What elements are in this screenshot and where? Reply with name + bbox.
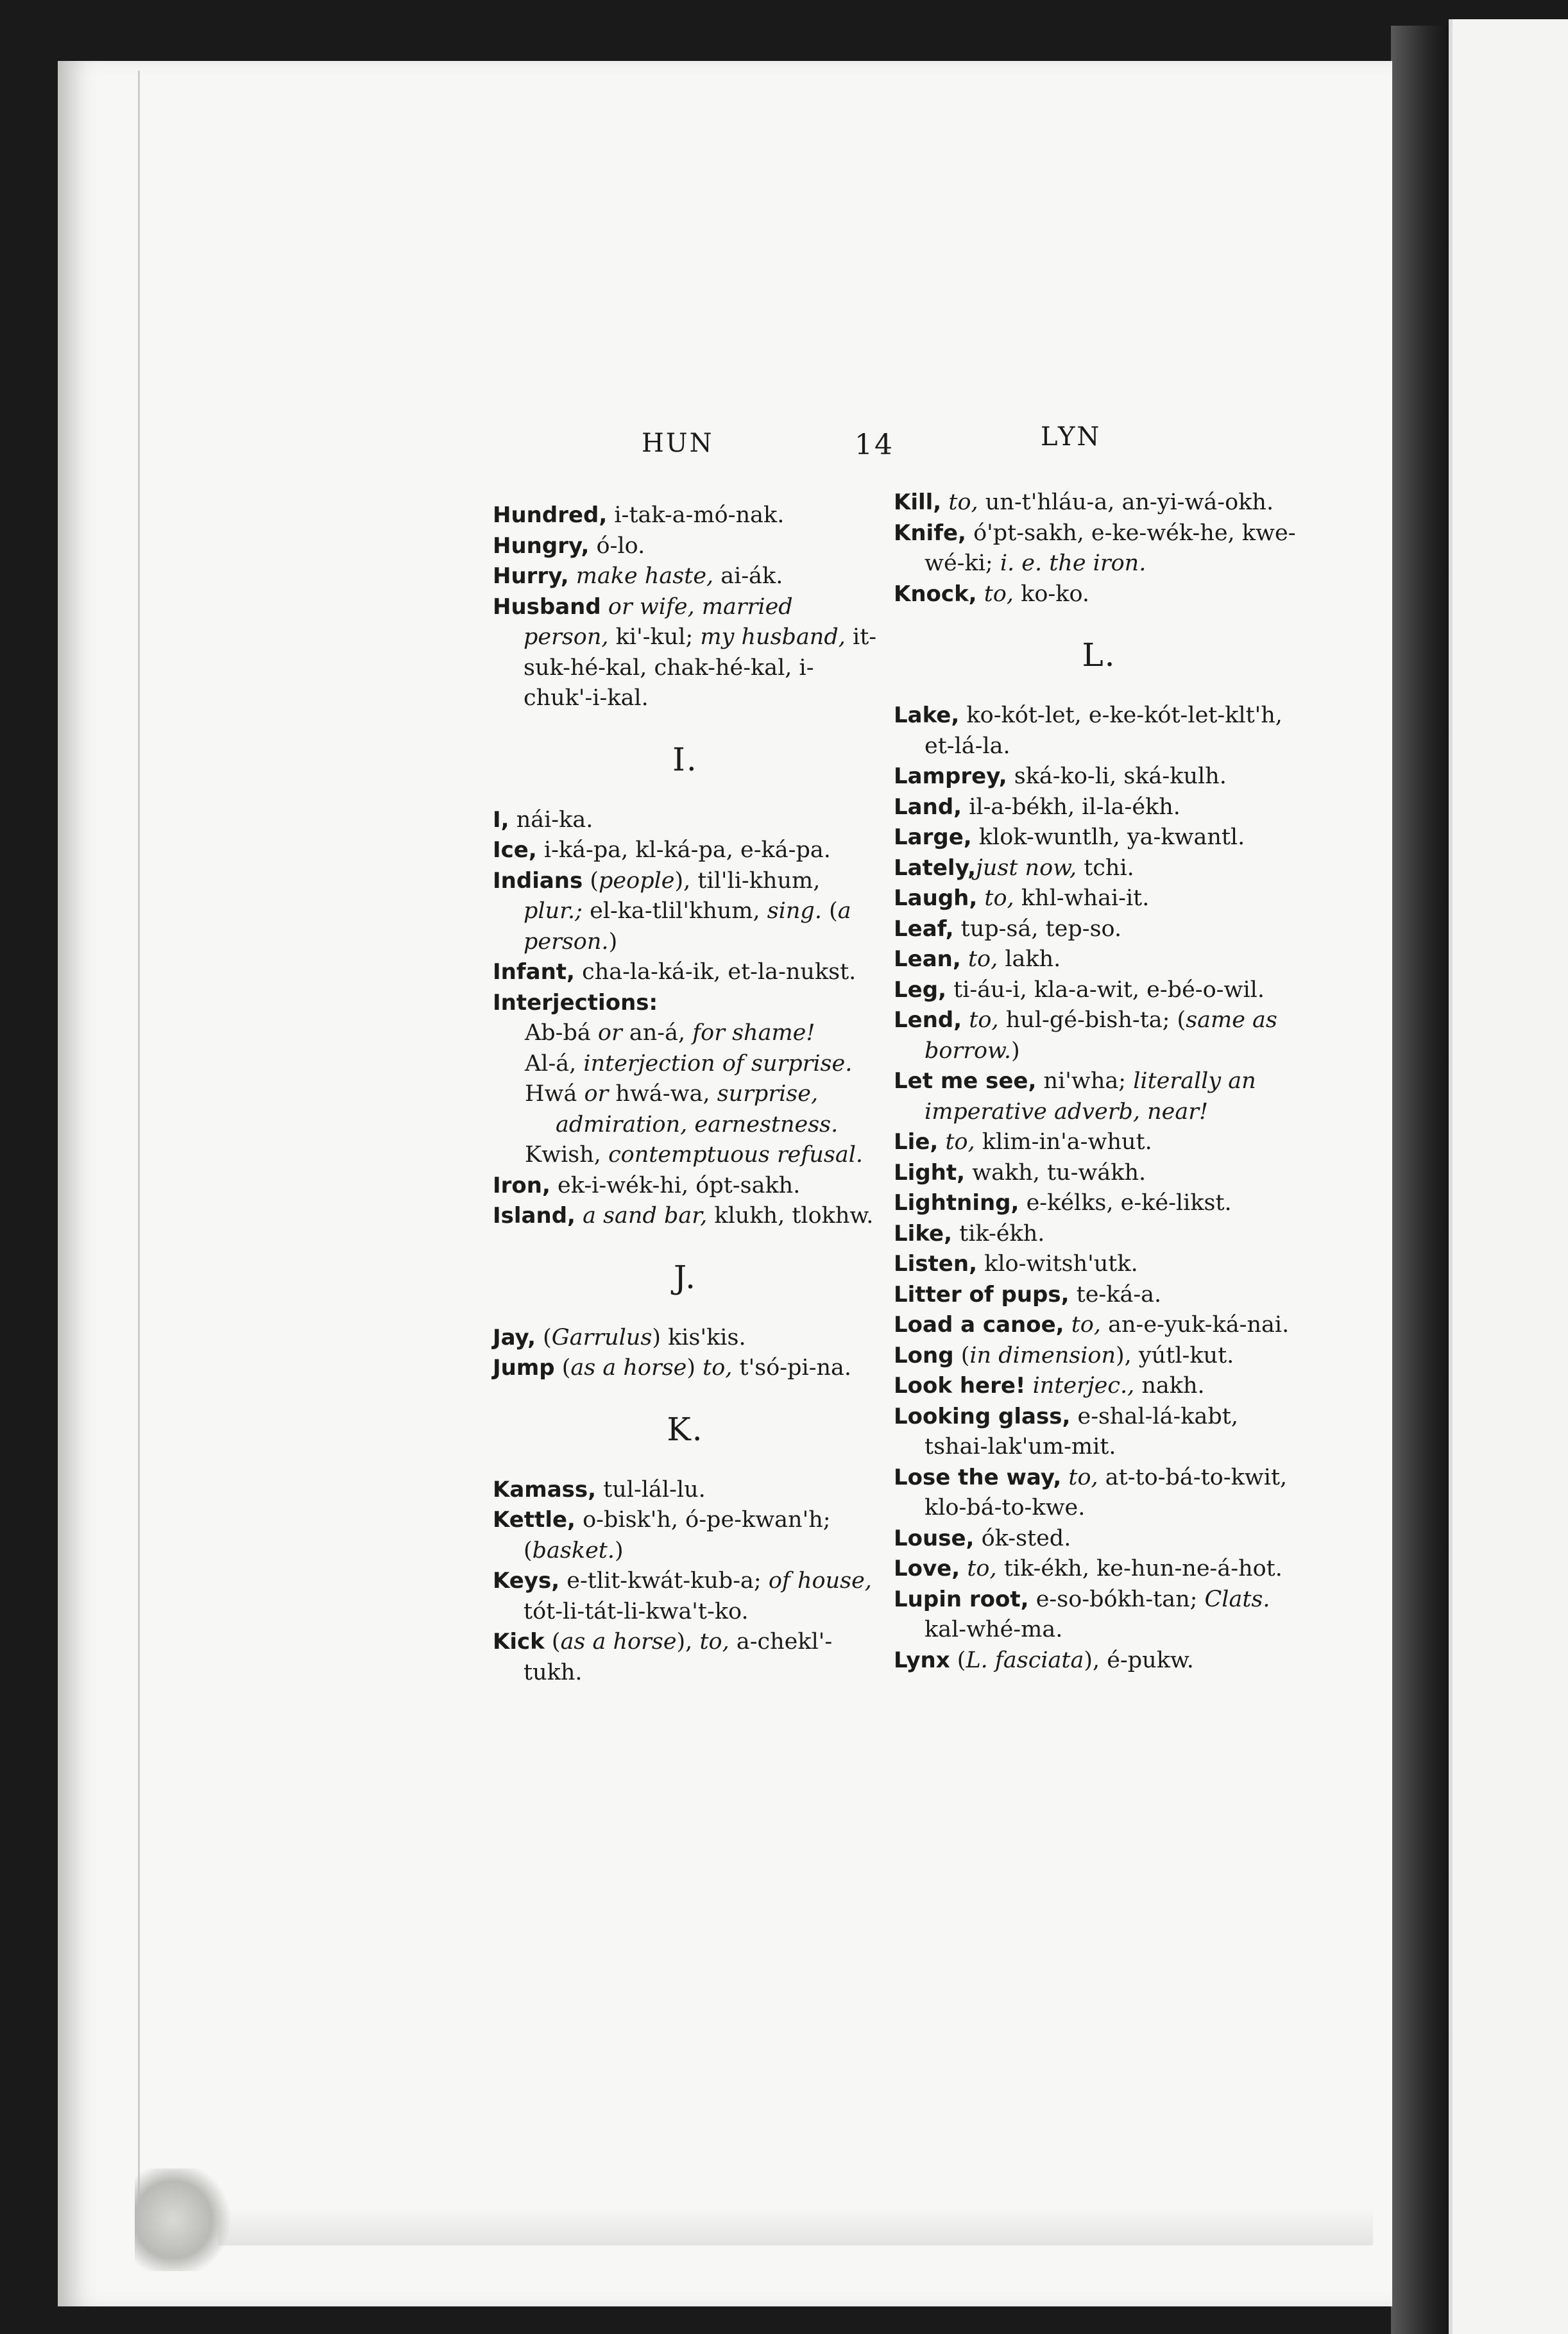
italic-gloss: my husband,	[700, 624, 846, 650]
definition-text: ko-kót-let, e-ke-kót-let-klt'h, et-lá-la.	[925, 703, 1283, 759]
definition-text: (	[821, 898, 838, 924]
italic-gloss: as a horse	[560, 1629, 677, 1655]
definition-text: )	[608, 928, 618, 955]
definition-text: ti-áu-i, kla-a-wit, e-bé-o-wil.	[946, 976, 1265, 1003]
italic-gloss: as a horse	[570, 1355, 687, 1381]
dictionary-entry	[894, 762, 1304, 792]
dictionary-entry	[894, 579, 1304, 610]
book-spine	[1391, 26, 1449, 2334]
definition-text: ai-ák.	[713, 563, 783, 589]
italic-gloss: for shame!	[692, 1020, 815, 1046]
italic-gloss: a sand bar,	[583, 1203, 708, 1229]
headword: Like,	[894, 1220, 952, 1247]
dictionary-entry	[493, 866, 878, 958]
dictionary-entry	[894, 1066, 1304, 1127]
dictionary-entry	[493, 1475, 878, 1506]
headword: Leaf,	[894, 916, 954, 942]
definition-text: )	[1010, 1037, 1020, 1064]
headword: Long	[894, 1342, 954, 1368]
italic-gloss: surprise, admiration, earnestness.	[556, 1081, 839, 1137]
definition-text: nakh.	[1134, 1373, 1205, 1399]
section-letter: L.	[1082, 636, 1116, 674]
definition-text: tót-li-tát-li-kwa't-ko.	[524, 1598, 749, 1624]
italic-gloss: to,	[967, 1556, 997, 1581]
headword: I,	[493, 806, 509, 833]
italic-gloss: to,	[967, 946, 998, 972]
dictionary-entry	[493, 805, 878, 836]
headword: Hurry,	[493, 563, 569, 589]
dictionary-entry	[894, 792, 1304, 823]
headword: Island,	[493, 1203, 575, 1229]
headword: Interjections:	[493, 989, 658, 1016]
dictionary-entry	[894, 1005, 1304, 1066]
italic-gloss: to,	[984, 581, 1014, 607]
definition-text	[977, 885, 984, 911]
definition-text	[962, 1007, 969, 1033]
dictionary-entry	[493, 531, 878, 562]
definition-text: Ab-bá	[525, 1020, 598, 1046]
dictionary-entry	[493, 1505, 878, 1566]
definition-text: klo-witsh'utk.	[977, 1251, 1138, 1277]
dictionary-entry	[894, 518, 1304, 579]
section-letter: I.	[672, 740, 698, 778]
definition-text: klukh, tlokhw.	[707, 1203, 874, 1229]
definition-text: (	[536, 1324, 552, 1350]
definition-text: ó-lo.	[589, 532, 645, 559]
italic-gloss: interjec.,	[1032, 1373, 1135, 1399]
dictionary-entry	[894, 1341, 1304, 1372]
definition-text	[941, 490, 948, 515]
italic-gloss: to,	[948, 490, 978, 515]
headword: Light,	[894, 1159, 966, 1186]
headword: Load a canoe,	[894, 1312, 1064, 1338]
definition-text: an-á,	[622, 1020, 693, 1046]
sub-entry	[493, 1079, 878, 1140]
italic-gloss: plur.;	[524, 898, 583, 924]
headword: Land,	[894, 794, 962, 820]
definition-text: (	[544, 1629, 561, 1655]
definition-text: ek-i-wék-hi, ópt-sakh.	[550, 1172, 801, 1198]
italic-gloss: to,	[969, 1007, 999, 1033]
italic-gloss: to,	[984, 885, 1014, 911]
definition-text: e-shal-lá-kabt, tshai-lak'um-mit.	[925, 1403, 1238, 1460]
dictionary-entry	[894, 1524, 1304, 1555]
definition-text: i-ká-pa, kl-ká-pa, e-ká-pa.	[536, 837, 831, 863]
definition-text: ki'-kul;	[608, 624, 701, 650]
dictionary-entry	[493, 1201, 878, 1232]
headword: Lean,	[894, 946, 961, 972]
right-column	[894, 488, 1304, 1676]
definition-text: Hwá	[525, 1081, 584, 1107]
headword: Kettle,	[493, 1507, 575, 1533]
running-head-right: LYN	[1041, 422, 1102, 452]
italic-gloss: just now,	[976, 855, 1077, 881]
definition-text: ),	[676, 1629, 700, 1655]
dictionary-entry	[894, 1280, 1304, 1311]
headword: Lend,	[894, 1007, 962, 1033]
definition-text: it-suk-hé-kal, chak-hé-kal, i-chuk'-i-kal.	[524, 624, 877, 711]
headword: Lynx	[894, 1647, 950, 1673]
dictionary-entry	[894, 1219, 1304, 1250]
headword: Love,	[894, 1556, 960, 1581]
dictionary-entry	[894, 1158, 1304, 1189]
headword: Lately,	[894, 855, 976, 881]
definition-text	[938, 1129, 945, 1155]
dictionary-entry	[894, 1585, 1304, 1646]
definition-text: e-kélks, e-ké-likst.	[1019, 1190, 1232, 1216]
definition-text: a-chekl'-tukh.	[524, 1629, 833, 1685]
definition-text	[1064, 1312, 1071, 1338]
italic-gloss: in dimension	[969, 1342, 1116, 1368]
definition-text	[569, 563, 576, 589]
definition-text: ) kis'kis.	[652, 1324, 746, 1350]
definition-text: ó'pt-sakh, e-ke-wék-he, kwe-wé-ki;	[925, 520, 1296, 576]
italic-gloss: same as borrow.	[925, 1007, 1277, 1064]
definition-text: Al-á,	[525, 1050, 584, 1077]
page-number: 14	[855, 429, 894, 461]
dictionary-entry	[493, 1171, 878, 1202]
italic-gloss: to,	[703, 1355, 733, 1381]
italic-gloss: to,	[1068, 1464, 1098, 1490]
dictionary-entry	[493, 957, 878, 988]
dictionary-entry	[894, 701, 1304, 762]
dictionary-entry	[894, 975, 1304, 1006]
dictionary-entry	[894, 1249, 1304, 1280]
dictionary-entry	[894, 822, 1304, 853]
definition-text: t'só-pi-na.	[732, 1355, 852, 1381]
definition-text	[1061, 1465, 1068, 1490]
headword: Iron,	[493, 1172, 550, 1198]
italic-gloss: make haste,	[575, 563, 714, 589]
dictionary-entry	[894, 1310, 1304, 1341]
definition-text: te-ká-a.	[1069, 1281, 1162, 1308]
definition-text: hwá-wa,	[608, 1081, 717, 1107]
headword: Lupin root,	[894, 1586, 1029, 1612]
italic-gloss: sing.	[767, 898, 822, 924]
definition-text: tup-sá, tep-so.	[953, 916, 1122, 942]
dictionary-entry	[493, 561, 878, 592]
definition-text: (	[950, 1647, 966, 1673]
dictionary-entry	[894, 1188, 1304, 1219]
definition-text: ), til'li-khum,	[674, 867, 821, 894]
definition-text: cha-la-ká-ik, et-la-nukst.	[574, 959, 856, 985]
headword: Let me see,	[894, 1068, 1037, 1094]
italic-gloss: to,	[699, 1629, 729, 1655]
headword: Look here!	[894, 1373, 1026, 1399]
definition-text: klim-in'a-whut.	[975, 1129, 1152, 1155]
italic-gloss: i. e. the iron.	[1000, 550, 1146, 576]
next-page-edge	[1449, 19, 1568, 2334]
dictionary-entry	[894, 1554, 1304, 1585]
definition-text: i-tak-a-mó-nak.	[607, 502, 785, 528]
headword: Kick	[493, 1629, 545, 1655]
dictionary-entry	[894, 883, 1304, 914]
headword: Louse,	[894, 1525, 975, 1551]
definition-text: ni'wha;	[1036, 1068, 1134, 1094]
definition-text: klok-wuntlh, ya-kwantl.	[971, 824, 1245, 850]
headword: Hungry,	[493, 532, 590, 559]
section-letter: J.	[673, 1258, 697, 1296]
definition-text: un-t'hláu-a, an-yi-wá-okh.	[978, 490, 1274, 515]
headword: Leg,	[894, 976, 946, 1003]
dictionary-entry	[894, 1402, 1304, 1463]
definition-text	[960, 1556, 967, 1581]
definition-text: khl-whai-it.	[1014, 885, 1150, 911]
torn-corner	[135, 2168, 231, 2271]
italic-gloss: interjection of surprise.	[583, 1050, 853, 1077]
definition-text: lakh.	[998, 946, 1061, 972]
definition-text: at-to-bá-to-kwit, klo-bá-to-kwe.	[925, 1464, 1288, 1521]
definition-text: il-a-békh, il-la-ékh.	[962, 794, 1180, 820]
italic-gloss: to,	[1071, 1312, 1101, 1338]
definition-text: (	[583, 867, 599, 894]
headword: Listen,	[894, 1251, 977, 1277]
sub-entry	[493, 1049, 878, 1080]
definition-text: o-bisk'h, ó-pe-kwan'h; (	[524, 1507, 831, 1563]
dictionary-entry	[894, 914, 1304, 945]
italic-gloss: basket.	[532, 1537, 615, 1563]
italic-gloss: literally an imperative adverb, near!	[925, 1068, 1256, 1125]
headword: Lose the way,	[894, 1464, 1062, 1490]
page-shadow	[218, 2207, 1373, 2245]
headword: Kamass,	[493, 1476, 597, 1503]
italic-gloss: Clats.	[1204, 1586, 1270, 1612]
italic-gloss: or	[597, 1020, 622, 1046]
section-letter: K.	[667, 1410, 704, 1448]
headword: Ice,	[493, 837, 537, 863]
headword: Large,	[894, 824, 972, 850]
definition-text	[961, 946, 968, 972]
definition-text: tik-ékh, ke-hun-ne-á-hot.	[996, 1556, 1283, 1581]
italic-gloss: a person.	[524, 898, 851, 955]
definition-text: (	[953, 1342, 970, 1368]
dictionary-entry	[493, 1627, 878, 1688]
headword: Jump	[493, 1355, 555, 1381]
italic-gloss: to,	[945, 1129, 975, 1155]
definition-text: e-tlit-kwát-kub-a;	[559, 1568, 769, 1594]
definition-text	[977, 581, 984, 607]
italic-gloss: of house,	[768, 1568, 872, 1594]
dictionary-entry	[493, 835, 878, 866]
dictionary-entry	[894, 1371, 1304, 1402]
left-column	[493, 500, 878, 1688]
definition-text: ko-ko.	[1014, 581, 1090, 607]
headword: Lamprey,	[894, 763, 1007, 789]
headword: Indians	[493, 867, 583, 894]
definition-text: tchi.	[1077, 855, 1134, 881]
definition-text: nái-ka.	[509, 806, 593, 833]
headword: Kill,	[894, 490, 942, 515]
definition-text: ská-ko-li, ská-kulh.	[1007, 763, 1227, 789]
headword: Knife,	[894, 520, 966, 546]
definition-text: )	[615, 1537, 624, 1563]
italic-gloss: or wife, married person,	[524, 593, 793, 650]
headword: Looking glass,	[894, 1403, 1071, 1429]
dictionary-entry	[894, 1463, 1304, 1524]
definition-text: e-so-bókh-tan;	[1028, 1586, 1205, 1612]
dictionary-entry	[894, 1127, 1304, 1158]
headword: Hundred,	[493, 502, 608, 528]
dictionary-entry	[894, 853, 1304, 884]
definition-text: el-ka-tlil'khum,	[582, 898, 767, 924]
headword: Keys,	[493, 1568, 560, 1594]
italic-gloss: L. fasciata	[966, 1647, 1084, 1673]
headword: Knock,	[894, 581, 977, 607]
definition-text: ), é-pukw.	[1084, 1647, 1194, 1673]
running-head-left: HUN	[642, 429, 714, 458]
headword: Lightning,	[894, 1190, 1019, 1216]
definition-text: ók-sted.	[974, 1525, 1071, 1551]
sub-entry	[493, 1018, 878, 1049]
dictionary-entry	[493, 1353, 878, 1384]
headword: Laugh,	[894, 885, 978, 911]
headword: Lie,	[894, 1129, 939, 1155]
dictionary-entry	[894, 944, 1304, 975]
definition-text: hul-gé-bish-ta; (	[998, 1007, 1186, 1033]
italic-gloss: people	[599, 867, 675, 894]
headword: Husband	[493, 593, 601, 620]
definition-text: kal-whé-ma.	[925, 1617, 1063, 1642]
definition-text: tik-ékh.	[952, 1220, 1045, 1247]
page-fold-line	[138, 71, 140, 2239]
italic-gloss: Garrulus	[551, 1324, 652, 1350]
definition-text: wakh, tu-wákh.	[965, 1159, 1146, 1186]
dictionary-entry	[493, 1323, 878, 1354]
italic-gloss: contemptuous refusal.	[608, 1142, 864, 1168]
definition-text	[601, 594, 608, 620]
definition-text: Kwish,	[525, 1142, 609, 1168]
dictionary-entry	[894, 1646, 1304, 1676]
definition-text: ), yútl-kut.	[1116, 1342, 1234, 1368]
headword: Infant,	[493, 959, 575, 985]
italic-gloss: or	[584, 1081, 609, 1107]
definition-text: tul-lál-lu.	[596, 1476, 706, 1503]
definition-text	[575, 1203, 583, 1229]
definition-text: )	[686, 1355, 703, 1381]
definition-text	[1025, 1373, 1032, 1399]
headword: Jay,	[493, 1324, 536, 1350]
dictionary-entry	[493, 500, 878, 531]
headword: Litter of pups,	[894, 1281, 1069, 1308]
dictionary-entry	[493, 988, 878, 1019]
headword: Lake,	[894, 703, 960, 728]
definition-text: an-e-yuk-ká-nai.	[1100, 1312, 1290, 1338]
definition-text: (	[554, 1355, 571, 1381]
sub-entry	[493, 1140, 878, 1171]
dictionary-entry	[493, 592, 878, 714]
dictionary-entry	[493, 1566, 878, 1627]
dictionary-entry	[894, 488, 1304, 518]
